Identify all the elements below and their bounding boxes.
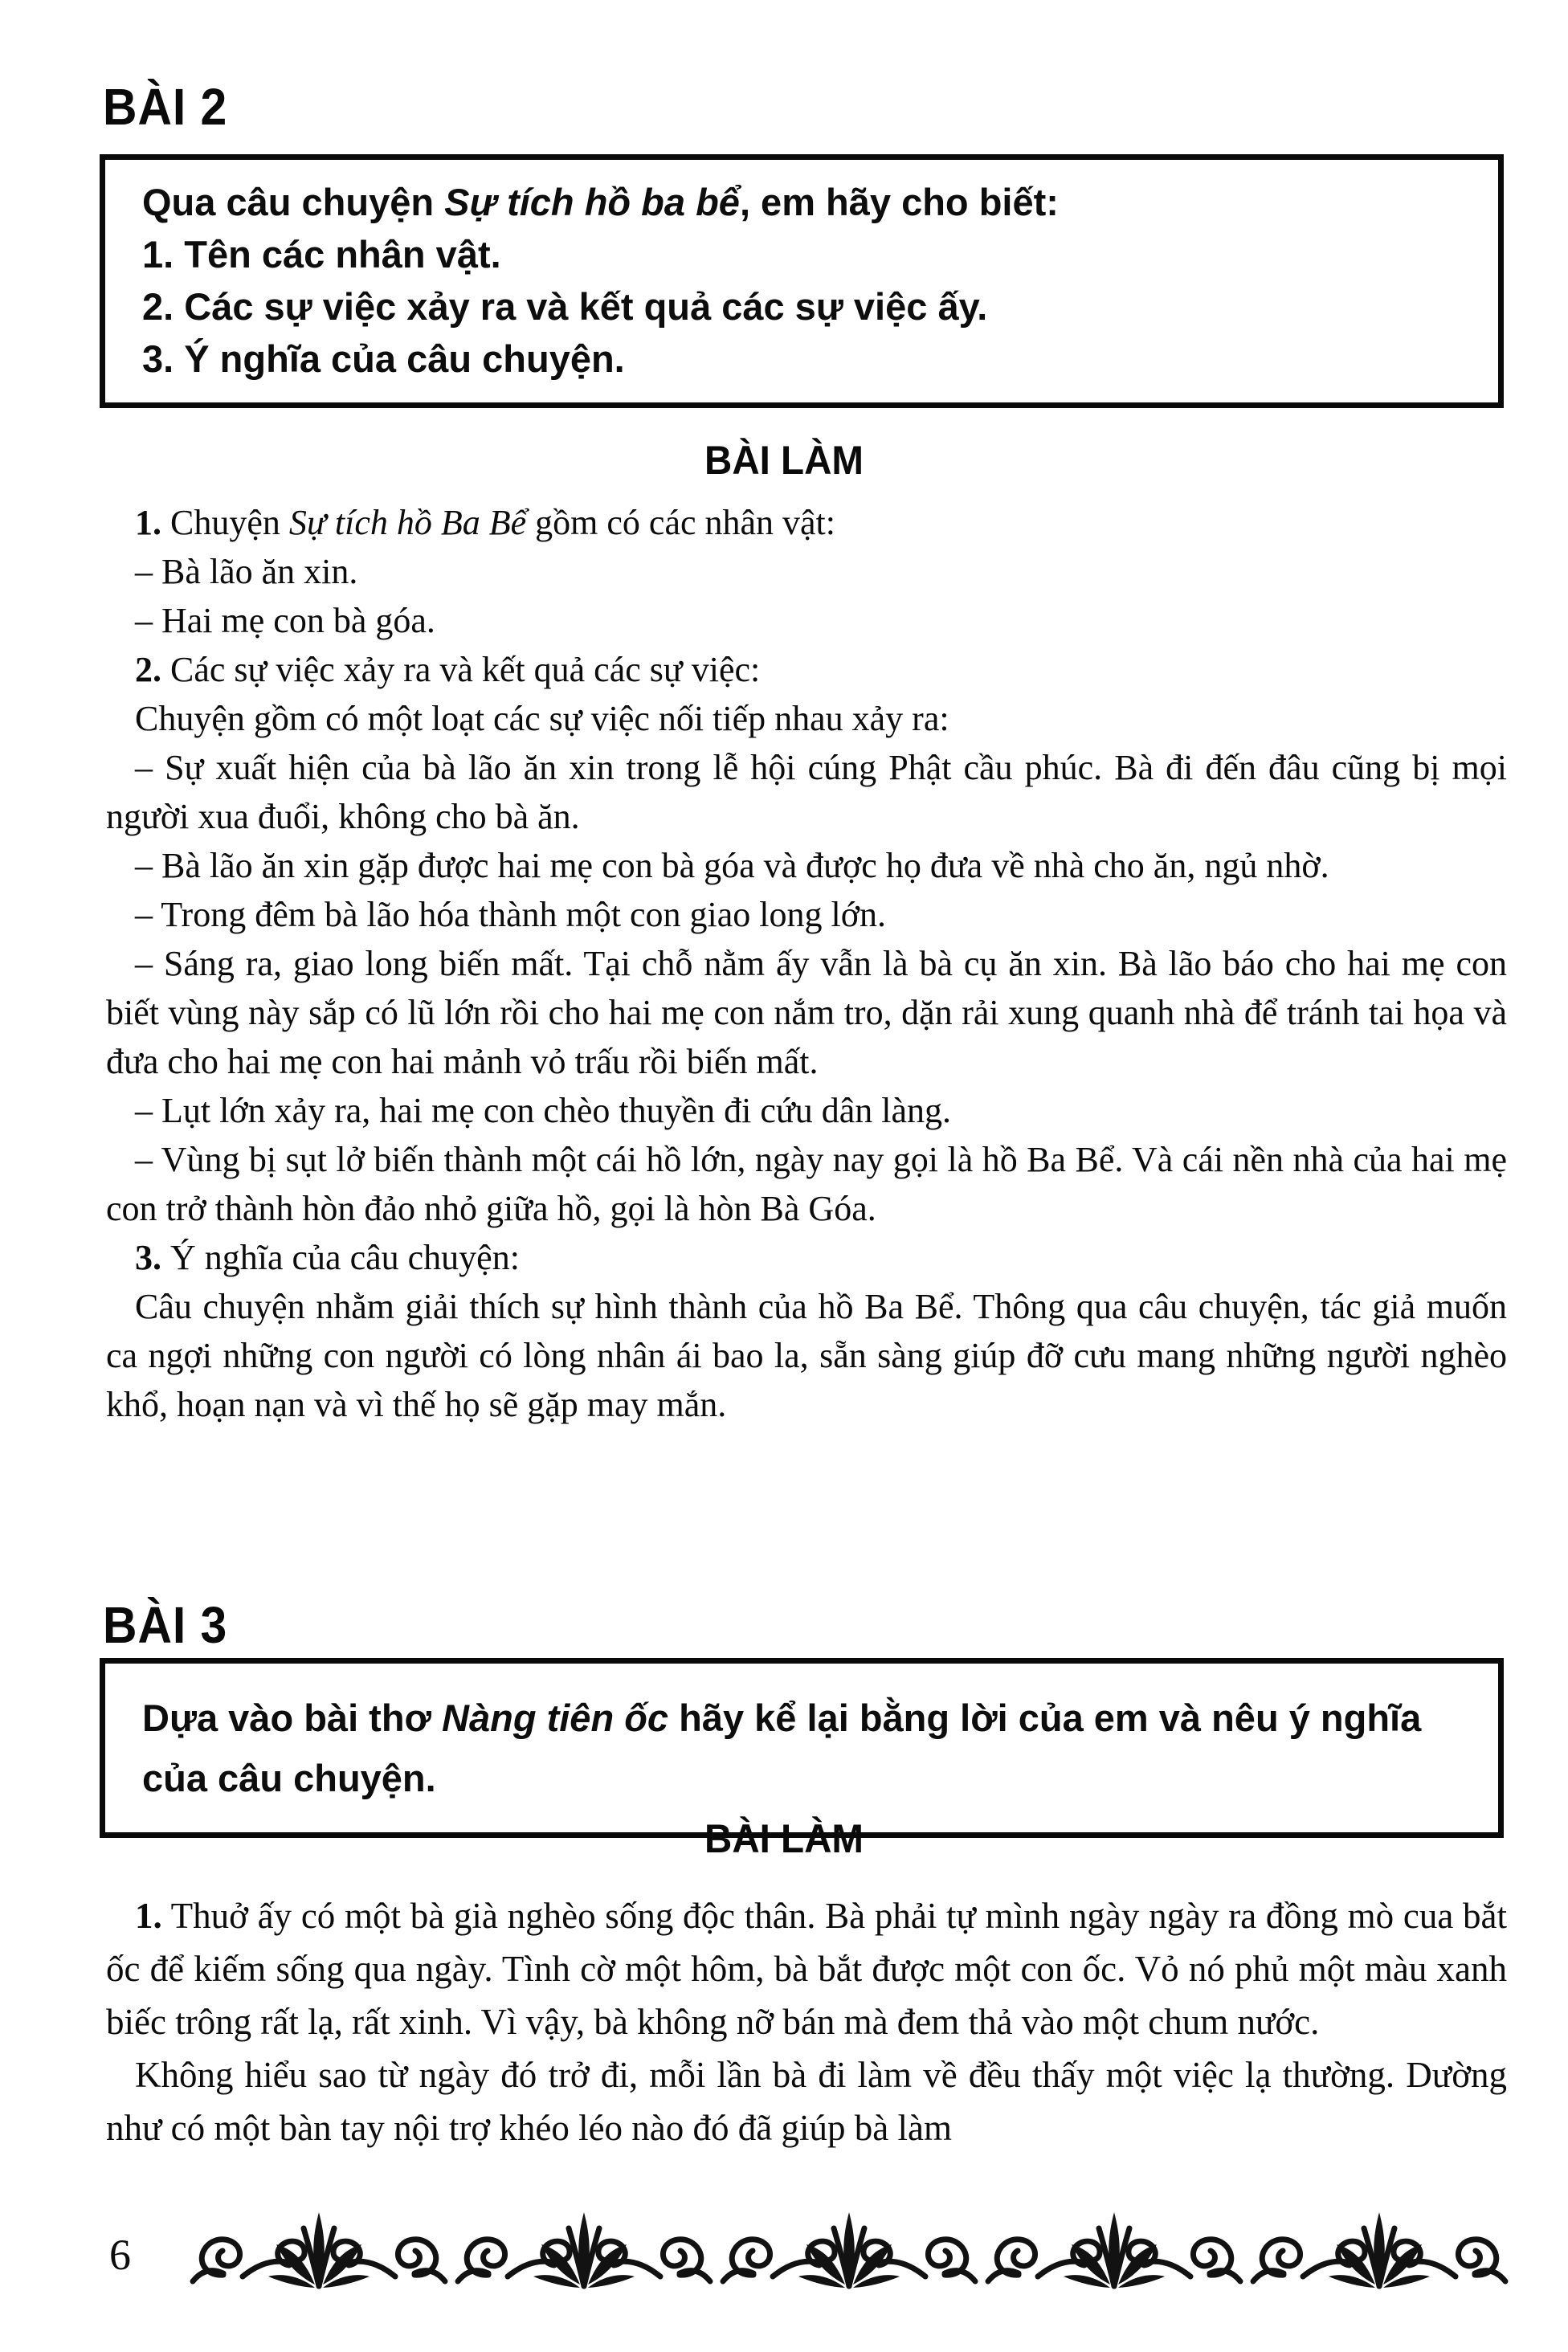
answer-text: Các sự việc xảy ra và kết quả các sự việc:	[161, 650, 761, 689]
question-item: 2. Các sự việc xảy ra và kết quả các sự việc ấy.	[142, 285, 988, 328]
event-item: – Sự xuất hiện của bà lão ăn xin trong lễ hội cúng Phật cầu phúc. Bà đi đến đâu cũng bị mọi người xua đuổi, không cho bà ăn.	[106, 748, 1507, 836]
item-number: 1.	[135, 1896, 162, 1936]
question-intro-pre: Qua câu chuyện	[142, 181, 445, 223]
event-item: – Sáng ra, giao long biến mất. Tại chỗ nằm ấy vẫn là bà cụ ăn xin. Bà lão báo cho hai mẹ con biết vùng này sắp có lũ lớn rồi cho hai mẹ con nắm tro, dặn rải xung quanh nhà để tránh tai họa và đưa cho hai mẹ con hai mảnh vỏ trấu rồi biến mất.	[106, 944, 1507, 1081]
ornament-graphic	[186, 2207, 1512, 2300]
answer-paragraph: Câu chuyện nhằm giải thích sự hình thành của hồ Ba Bể. Thông qua câu chuyện, tác giả muốn ca ngợi những con người có lòng nhân ái bao la, sẵn sàng giúp đỡ cưu mang những người nghèo khổ, hoạn nạn và vì thế họ sẽ gặp may mắn.	[106, 1287, 1507, 1424]
lesson-2-question-box	[100, 154, 1504, 408]
lesson-3-question-box	[100, 1658, 1504, 1838]
lesson-3-answer	[106, 1889, 1507, 2154]
answer-paragraph: Chuyện gồm có một loạt các sự việc nối tiếp nhau xảy ra:	[135, 699, 949, 738]
footer-ornament	[186, 2207, 1512, 2304]
question-item: 3. Ý nghĩa của câu chuyện.	[142, 337, 625, 380]
lesson-2-heading: BÀI 2	[103, 78, 228, 136]
item-number: 2.	[135, 650, 161, 689]
answer-text: Thuở ấy có một bà già nghèo sống độc thân. Bà phải tự mình ngày ngày ra đồng mò cua bắt ốc để kiếm sống qua ngày. Tình cờ một hôm, bà bắt được một con ốc. Vỏ nó phủ một màu xanh biếc trông rất lạ, rất xinh. Vì vậy, bà không nỡ bán mà đem thả vào một chum nước.	[106, 1896, 1507, 2042]
answer-paragraph: Không hiểu sao từ ngày đó trở đi, mỗi lần bà đi làm về đều thấy một việc lạ thường. Dường như có một bàn tay nội trợ khéo léo nào đó đã giúp bà làm	[106, 2055, 1507, 2148]
answer-paragraph	[106, 1233, 1507, 1282]
question-intro	[142, 176, 1466, 228]
question-intro-pre: Dựa vào bài thơ	[142, 1697, 443, 1739]
story-title: Sự tích hồ ba bể	[444, 181, 740, 223]
answer-section-label: BÀI LÀM	[704, 438, 864, 483]
lesson-2-answer	[106, 498, 1507, 1429]
answer-paragraph	[106, 645, 1507, 694]
answer-paragraph	[106, 1889, 1507, 2048]
answer-paragraph	[106, 498, 1507, 547]
item-number: 3.	[135, 1238, 161, 1277]
event-item: – Trong đêm bà lão hóa thành một con giao long lớn.	[135, 895, 886, 934]
answer-text: gồm có các nhân vật:	[526, 503, 836, 542]
character-item: – Hai mẹ con bà góa.	[135, 601, 435, 640]
event-item: – Lụt lớn xảy ra, hai mẹ con chèo thuyền đi cứu dân làng.	[135, 1091, 952, 1130]
item-number: 1.	[135, 503, 161, 542]
answer-text: Chuyện	[161, 503, 289, 542]
answer-section-label: BÀI LÀM	[704, 1816, 864, 1861]
story-title: Sự tích hồ Ba Bể	[288, 503, 527, 542]
answer-text: Ý nghĩa của câu chuyện:	[161, 1238, 520, 1277]
event-item: – Bà lão ăn xin gặp được hai mẹ con bà góa và được họ đưa về nhà cho ăn, ngủ nhờ.	[135, 846, 1329, 885]
event-item: – Vùng bị sụt lở biến thành một cái hồ lớn, ngày nay gọi là hồ Ba Bể. Và cái nền nhà của hai mẹ con trở thành hòn đảo nhỏ giữa hồ, gọi là hòn Bà Góa.	[106, 1140, 1507, 1228]
lesson-3-heading: BÀI 3	[103, 1596, 228, 1654]
question-intro	[142, 1688, 1466, 1808]
page-number: 6	[109, 2231, 131, 2279]
character-item: – Bà lão ăn xin.	[135, 552, 358, 591]
question-intro-post: hãy kể lại bằng lời của em và nêu ý nghĩa của câu chuyện.	[142, 1697, 1422, 1799]
question-intro-post: , em hãy cho biết:	[739, 181, 1059, 223]
story-title: Nàng tiên ốc	[442, 1697, 669, 1739]
question-item: 1. Tên các nhân vật.	[142, 233, 501, 276]
